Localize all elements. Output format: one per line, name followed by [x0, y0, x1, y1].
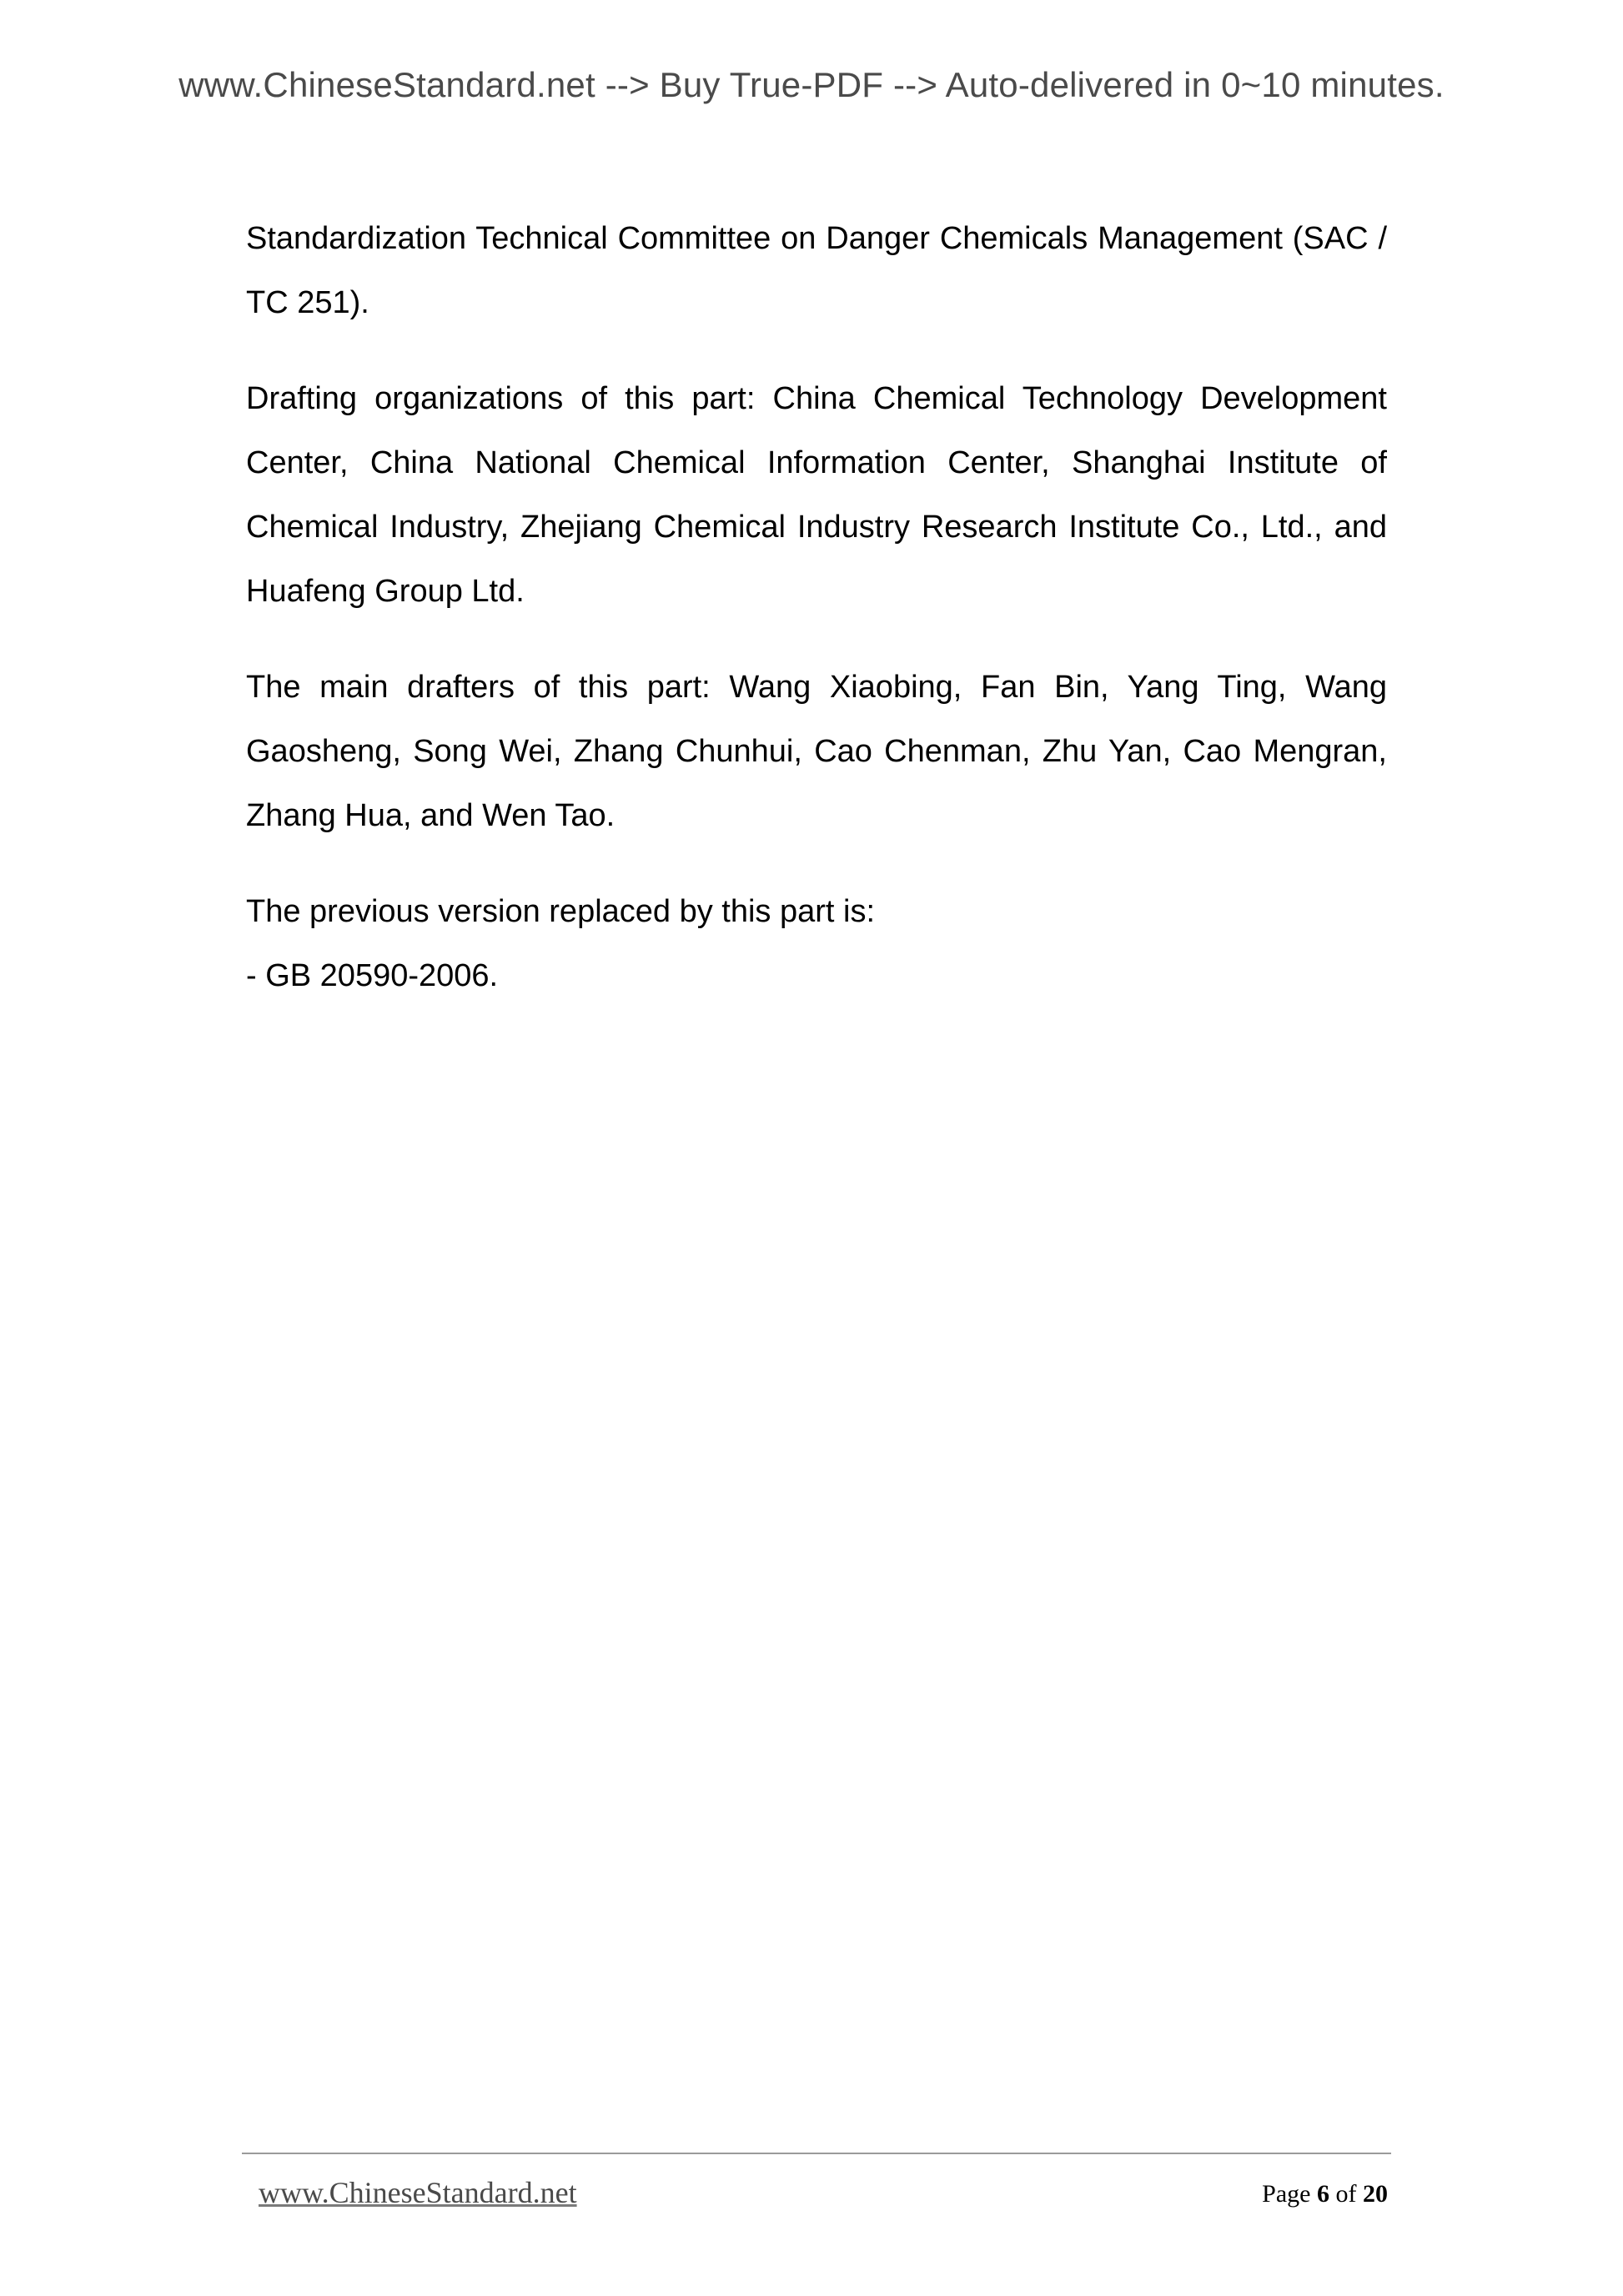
drafting-organizations-paragraph: Drafting organizations of this part: China Chemical Technology Development Center, China National Chemical Information Center, Shanghai Institute of Chemical Industry, Zhejiang Chemical Industry Research Institute Co., Ltd., and Huafeng Group Ltd.: [246, 381, 1387, 609]
page-number: [1262, 2180, 1388, 2208]
document-body: [246, 207, 1387, 1008]
footer-site-link[interactable]: www.ChineseStandard.net: [259, 2176, 577, 2209]
main-drafters-paragraph: The main drafters of this part: Wang Xiaobing, Fan Bin, Yang Ting, Wang Gaosheng, Song Wei, Zhang Chunhui, Cao Chenman, Zhu Yan, Cao Mengran, Zhang Hua, and Wen Tao.: [246, 670, 1387, 833]
footer-divider: [242, 2153, 1391, 2154]
page-current: 6: [1317, 2180, 1329, 2208]
replaced-version-item: - GB 20590-2006.: [246, 958, 499, 993]
page-total: 20: [1363, 2180, 1388, 2208]
top-banner: www.ChineseStandard.net --> Buy True-PDF --> Auto-delivered in 0~10 minutes.: [178, 65, 1445, 104]
replaced-version-intro: The previous version replaced by this part is:: [246, 894, 876, 929]
page-word: Page: [1262, 2180, 1311, 2208]
committee-paragraph: Standardization Technical Committee on Danger Chemicals Management (SAC / TC 251).: [246, 221, 1387, 320]
page-of: of: [1335, 2180, 1357, 2208]
